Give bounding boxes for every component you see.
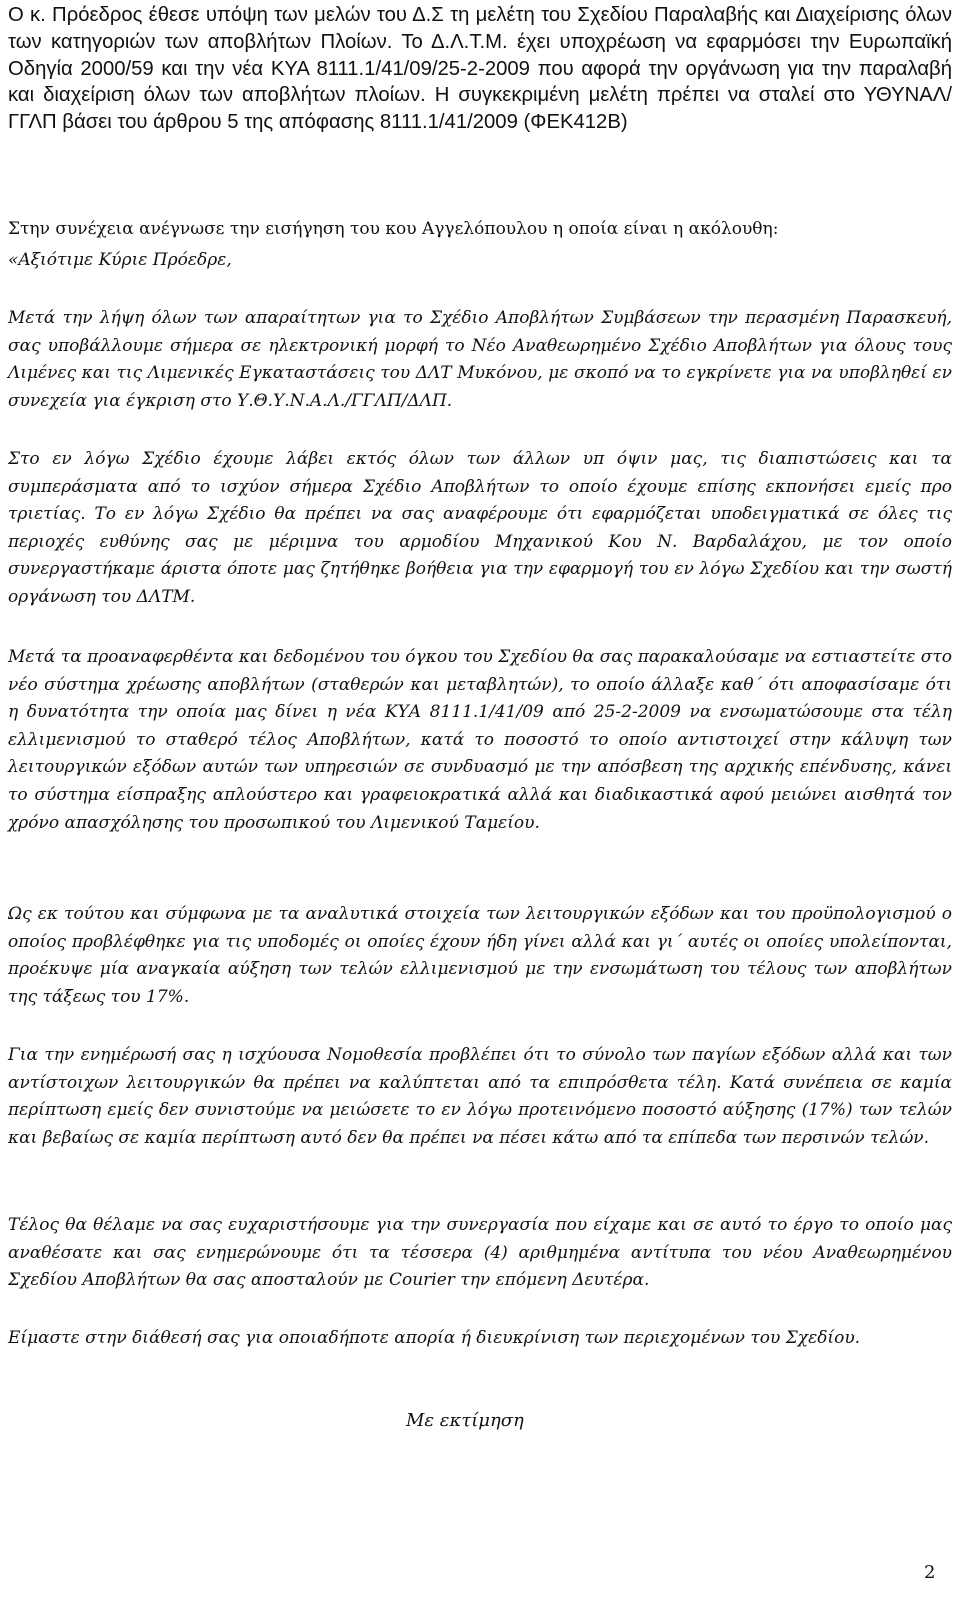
intro-paragraph: Ο κ. Πρόεδρος έθεσε υπόψη των μελών του Δ.Σ τη μελέτη του Σχεδίου Παραλαβής και Διαχείρισης όλων των κατηγοριών των αποβλήτων Πλοίων. Το Δ.Λ.Τ.Μ. έχει υποχρέωση να εφαρμόσει την Ευρωπαϊκή Οδηγία 2000/59 και την νέα ΚΥΑ 8111.1/41/09/25-2-2009 που αφορά την οργάνωση για την παραλαβή και διαχείριση όλων των αποβλήτων πλοίων. Η συγκεκριμένη μελέτη πρέπει να σταλεί στο ΥΘΥΝΑΛ/ΓΓΛΠ βάσει του άρθρου 5 της απόφασης 8111.1/41/2009 (ΦΕΚ412Β) <box>8 4 952 134</box>
paragraph-thanks: Τέλος θα θέλαμε να σας ευχαριστήσουμε για την συνεργασία που είχαμε και σε αυτό το έργο το οποίο μας αναθέσατε και σας ενημερώνουμε ότι τα τέσσερα (4) αριθμημένα αντίτυπα του νέου Αναθεωρημένου Σχεδίου Αποβλήτων θα σας αποσταλούν με Courier την επόμενη Δευτέρα. <box>8 1215 952 1291</box>
page-number: 2 <box>924 1562 936 1583</box>
paragraph-plan-details: Στο εν λόγω Σχέδιο έχουμε λάβει εκτός όλων των άλλων υπ όψιν μας, τις διαπιστώσεις και τα συμπεράσματα από το ισχύον σήμερα Σχέδιο Αποβλήτων το οποίο έχουμε επίσης εκπονήσει εμείς προ τριετίας. Το εν λόγω Σχέδιο θα πρέπει να σας αναφέρουμε ότι εφαρμόζεται υποδειγματικά σε όλες τις περιοχές ευθύνης σας με μέριμνα του αρμοδίου Μηχανικού Κου Ν. Βαρδαλάχου, με τον οποίο συνεργαστήκαμε άριστα όποτε μας ζητήθηκε βοήθεια για την εφαρμογή του εν λόγω Σχεδίου και την σωστή οργάνωση του ΔΛΤΜ. <box>8 449 952 607</box>
salutation: «Αξιότιμε Κύριε Πρόεδρε, <box>8 250 232 270</box>
closing-regards: Με εκτίμηση <box>406 1410 524 1431</box>
paragraph-legislation: Για την ενημέρωσή σας η ισχύουσα Νομοθεσία προβλέπει ότι το σύνολο των παγίων εξόδων αλλά και των αντίστοιχων λειτουργικών θα πρέπει να καλύπτεται από τα επιπρόσθετα τέλη. Κατά συνέπεια σε καμία περίπτωση εμείς δεν συνιστούμε να μειώσετε το εν λόγω προτεινόμενο ποσοστό αύξησης (17%) των τελών και βεβαίως σε καμία περίπτωση αυτό δεν θα πρέπει να πέσει κάτω από τα επίπεδα των περσινών τελών. <box>8 1045 952 1148</box>
paragraph-charging-system: Μετά τα προαναφερθέντα και δεδομένου του όγκου του Σχεδίου θα σας παρακαλούσαμε να εστιαστείτε στο νέο σύστημα χρέωσης αποβλήτων (σταθερών και μεταβλητών), το οποίο άλλαξε καθ΄ ότι αποφασίσαμε ότι η δυνατότητα την οποία μας δίνει η νέα ΚΥΑ 8111.1/41/09 από 25-2-2009 να ενσωματώσουμε στα τέλη ελλιμενισμού το σταθερό τέλος Αποβλήτων, κατά το ποσοστό το οποίο αντιστοιχεί στην κάλυψη των λειτουργικών εξόδων αυτών των υπηρεσιών σε συνδυασμό με την απόσβεση της αρχικής επένδυσης, κάνει το σύστημα είσπραξης απλούστερο και γραφειοκρατικά αλλά και διαδικαστικά αφού μειώνει αισθητά τον χρόνο απασχόλησης του προσωπικού του Λιμενικού Ταμείου. <box>8 647 952 833</box>
recommendation-intro: Στην συνέχεια ανέγνωσε την εισήγηση του κου Αγγελόπουλου η οποία είναι η ακόλουθη: <box>8 219 779 239</box>
paragraph-fee-increase: Ως εκ τούτου και σύμφωνα με τα αναλυτικά στοιχεία των λειτουργικών εξόδων και του προϋπολογισμού ο οποίος προβλέφθηκε για τις υποδομές οι οποίες έχουν ήδη γίνει αλλά και γι΄ αυτές οι οποίες υπολείπονται, προέκυψε μία αναγκαία αύξηση των τελών ελλιμενισμού με την ενσωμάτωση του τέλους των αποβλήτων της τάξεως του 17%. <box>8 904 952 1007</box>
paragraph-availability: Είμαστε στην διάθεσή σας για οποιαδήποτε απορία ή διευκρίνιση των περιεχομένων του Σχεδίου. <box>8 1328 861 1348</box>
paragraph-submission: Μετά την λήψη όλων των απαραίτητων για το Σχέδιο Αποβλήτων Συμβάσεων την περασμένη Παρασκευή, σας υποβάλλουμε σήμερα σε ηλεκτρονική μορφή το Νέο Αναθεωρημένο Σχέδιο Αποβλήτων για όλους τους Λιμένες και τις Λιμενικές Εγκαταστάσεις του ΔΛΤ Μυκόνου, με σκοπό να το εγκρίνετε για να υποβληθεί εν συνεχεία για έγκριση στο Υ.Θ.Υ.Ν.Α.Λ./ΓΓΛΠ/ΔΛΠ. <box>8 308 952 411</box>
